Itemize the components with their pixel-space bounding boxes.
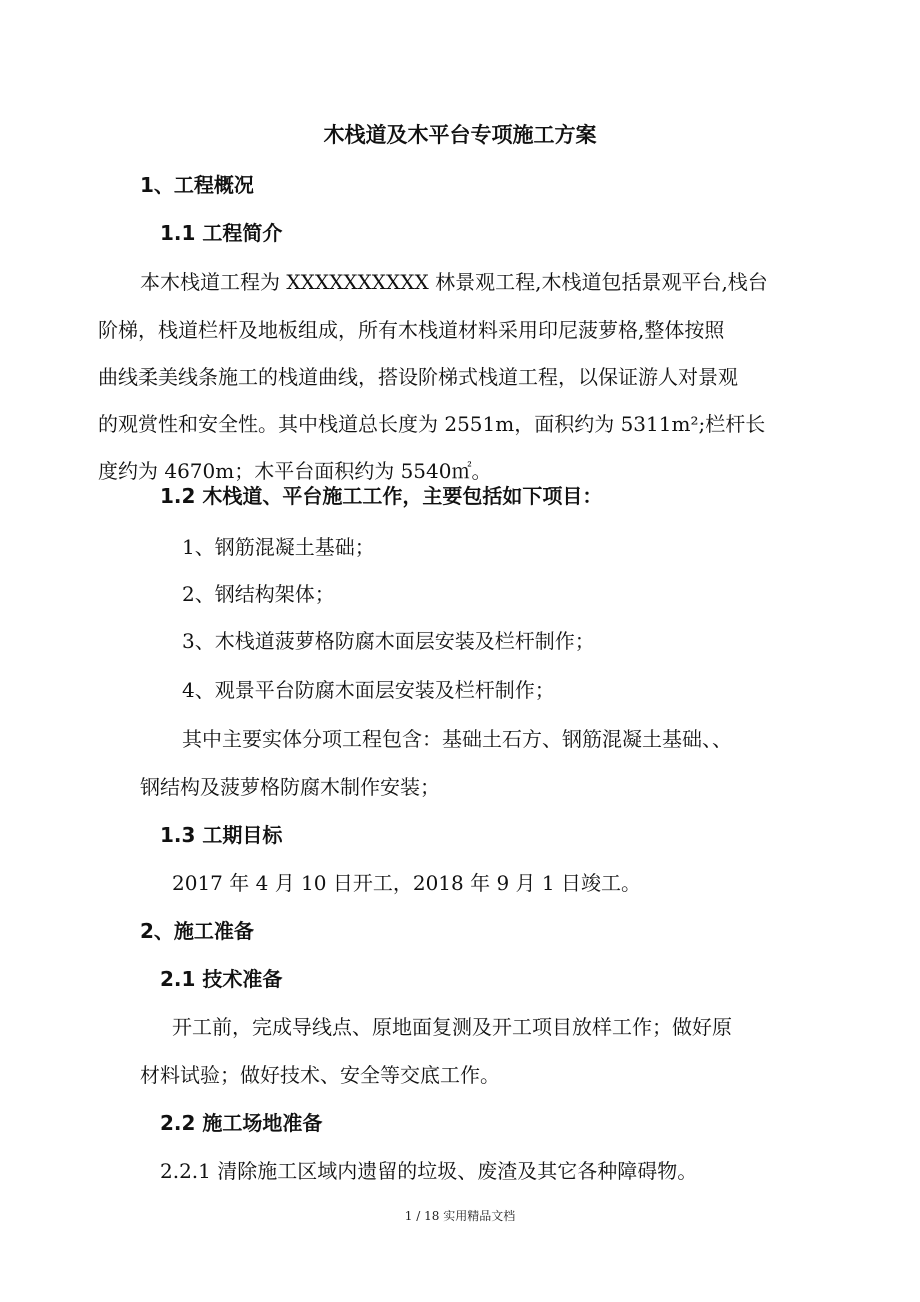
paragraph-line: 材料试验；做好技术、安全等交底工作。 (140, 1063, 500, 1087)
paragraph-line: 开工前，完成导线点、原地面复测及开工项目放样工作；做好原 (172, 1015, 732, 1039)
paragraph-line: 其中主要实体分项工程包含：基础土石方、钢筋混凝土基础、、 (182, 727, 732, 751)
section-2-2-heading: 2.2 施工场地准备 (160, 1111, 323, 1135)
section-1-1-heading: 1.1 工程简介 (160, 221, 283, 245)
list-item: 2、钢结构架体； (182, 582, 335, 606)
section-1-heading: 1、工程概况 (140, 173, 254, 197)
paragraph-line: 曲线柔美线条施工的栈道曲线，搭设阶梯式栈道工程，以保证游人对景观 (98, 365, 738, 389)
schedule-text: 2017 年 4 月 10 日开工，2018 年 9 月 1 日竣工。 (172, 871, 641, 895)
paragraph-line: 本木栈道工程为 XXXXXXXXXX 林景观工程,木栈道包括景观平台,栈台 (140, 270, 768, 294)
paragraph-line: 的观赏性和安全性。其中栈道总长度为 2551m，面积约为 5311m²;栏杆长 (98, 412, 766, 436)
paragraph-line: 钢结构及菠萝格防腐木制作安装； (140, 775, 440, 799)
section-2-1-heading: 2.1 技术准备 (160, 967, 283, 991)
document-title: 木栈道及木平台专项施工方案 (323, 123, 597, 147)
list-item: 4、观景平台防腐木面层安装及栏杆制作； (182, 678, 555, 702)
paragraph-line: 2.2.1 清除施工区域内遗留的垃圾、废渣及其它各种障碍物。 (160, 1159, 698, 1183)
section-1-2-heading: 1.2 木栈道、平台施工工作，主要包括如下项目： (160, 484, 603, 508)
list-item: 3、木栈道菠萝格防腐木面层安装及栏杆制作； (182, 629, 595, 653)
section-1-3-heading: 1.3 工期目标 (160, 823, 283, 847)
page-footer: 1 / 18 实用精品文档 (404, 1209, 516, 1223)
list-item: 1、钢筋混凝土基础； (182, 535, 375, 559)
paragraph-line: 阶梯，栈道栏杆及地板组成，所有木栈道材料采用印尼菠萝格,整体按照 (98, 318, 725, 342)
paragraph-line: 度约为 4670m；木平台面积约为 5540㎡。 (98, 459, 492, 483)
section-2-heading: 2、施工准备 (140, 919, 254, 943)
